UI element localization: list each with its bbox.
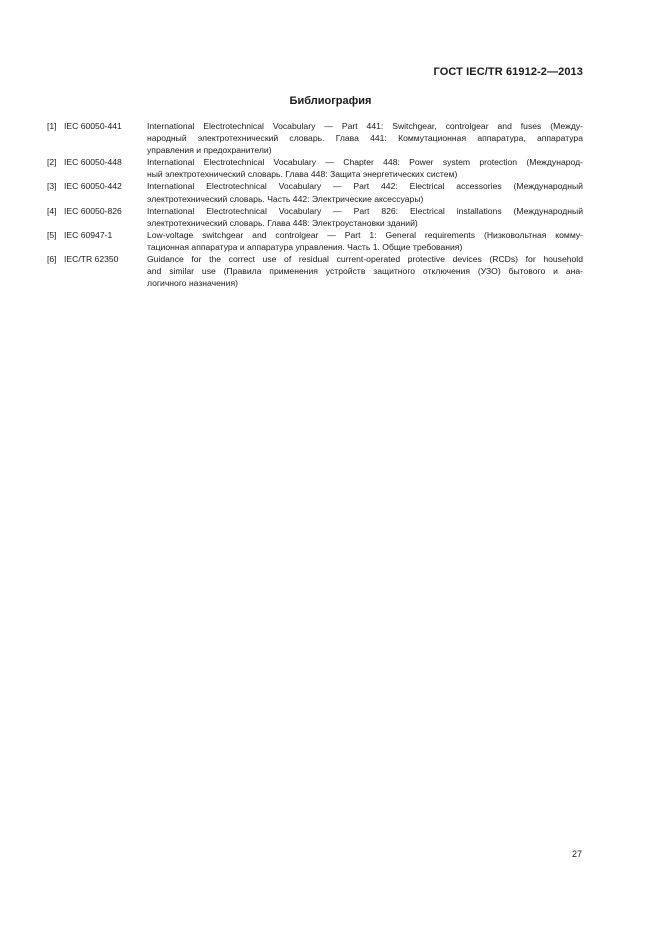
reference-code: IEC 60050-441 xyxy=(64,121,122,131)
reference-code: IEC 60050-826 xyxy=(64,205,122,216)
reference-code: IEC 60050-442 xyxy=(64,181,122,192)
reference-line: Guidance for the correct use of residual current-operated protective devices (RCDs) for household xyxy=(147,254,583,265)
reference-line: электротехнический словарь. Часть 442: Электрические аксессуары) xyxy=(147,193,424,204)
reference-number: [1] xyxy=(47,121,57,131)
reference-text xyxy=(147,180,583,204)
document-code-header: ГОСТ IEC/TR 61912-2—2013 xyxy=(433,66,583,78)
reference-line: логичного назначения) xyxy=(147,278,238,289)
reference-code: IEC/TR 62350 xyxy=(64,254,119,265)
bibliography-entry xyxy=(47,180,583,204)
reference-code: IEC 60050-448 xyxy=(64,157,122,168)
reference-line: ный электротехнический словарь. Глава 448: Защита энергетических систем) xyxy=(147,169,458,180)
reference-line: Low-voltage switchgear and controlgear — Part 1: General requirements (Низковольтная комму- xyxy=(147,229,583,240)
reference-line: управления и предохранители) xyxy=(147,145,272,156)
reference-line: народный электротехнический словарь. Глава 441: Коммутационная аппаратура, аппаратура xyxy=(147,133,583,144)
reference-number: [2] xyxy=(47,157,57,168)
reference-number: [6] xyxy=(47,254,57,265)
reference-number: [5] xyxy=(47,229,57,240)
reference-text xyxy=(147,120,583,156)
reference-text xyxy=(147,229,583,253)
page-number: 27 xyxy=(571,849,582,859)
bibliography-entry xyxy=(47,120,583,156)
bibliography-entry xyxy=(47,156,583,180)
bibliography-entry xyxy=(47,253,583,289)
bibliography-list xyxy=(47,120,583,289)
reference-text xyxy=(147,156,583,180)
reference-line: International Electrotechnical Vocabulary — Part 442: Electrical accessories (Международный xyxy=(147,181,583,192)
reference-line: тационная аппаратура и аппаратура управления. Часть 1. Общие требования) xyxy=(147,241,463,252)
reference-line: электротехнический словарь. Глава 448: Электроустановки зданий) xyxy=(147,217,418,228)
reference-number: [3] xyxy=(47,181,57,192)
reference-code: IEC 60947-1 xyxy=(64,229,113,240)
reference-line: International Electrotechnical Vocabulary — Part 826: Electrical installations (Международный xyxy=(147,205,583,216)
reference-text xyxy=(147,205,583,229)
bibliography-entry xyxy=(47,205,583,229)
reference-line: and similar use (Правила применения устройств защитного отключения (УЗО) бытового и ана- xyxy=(147,266,583,277)
section-title: Библиография xyxy=(289,95,372,107)
reference-line: International Electrotechnical Vocabulary — Chapter 448: Power system protection (Международ- xyxy=(147,157,583,168)
reference-text xyxy=(147,253,583,289)
bibliography-entry xyxy=(47,229,583,253)
reference-number: [4] xyxy=(47,205,57,216)
reference-line: International Electrotechnical Vocabulary — Part 441: Switchgear, controlgear and fuses (Между- xyxy=(147,121,583,131)
